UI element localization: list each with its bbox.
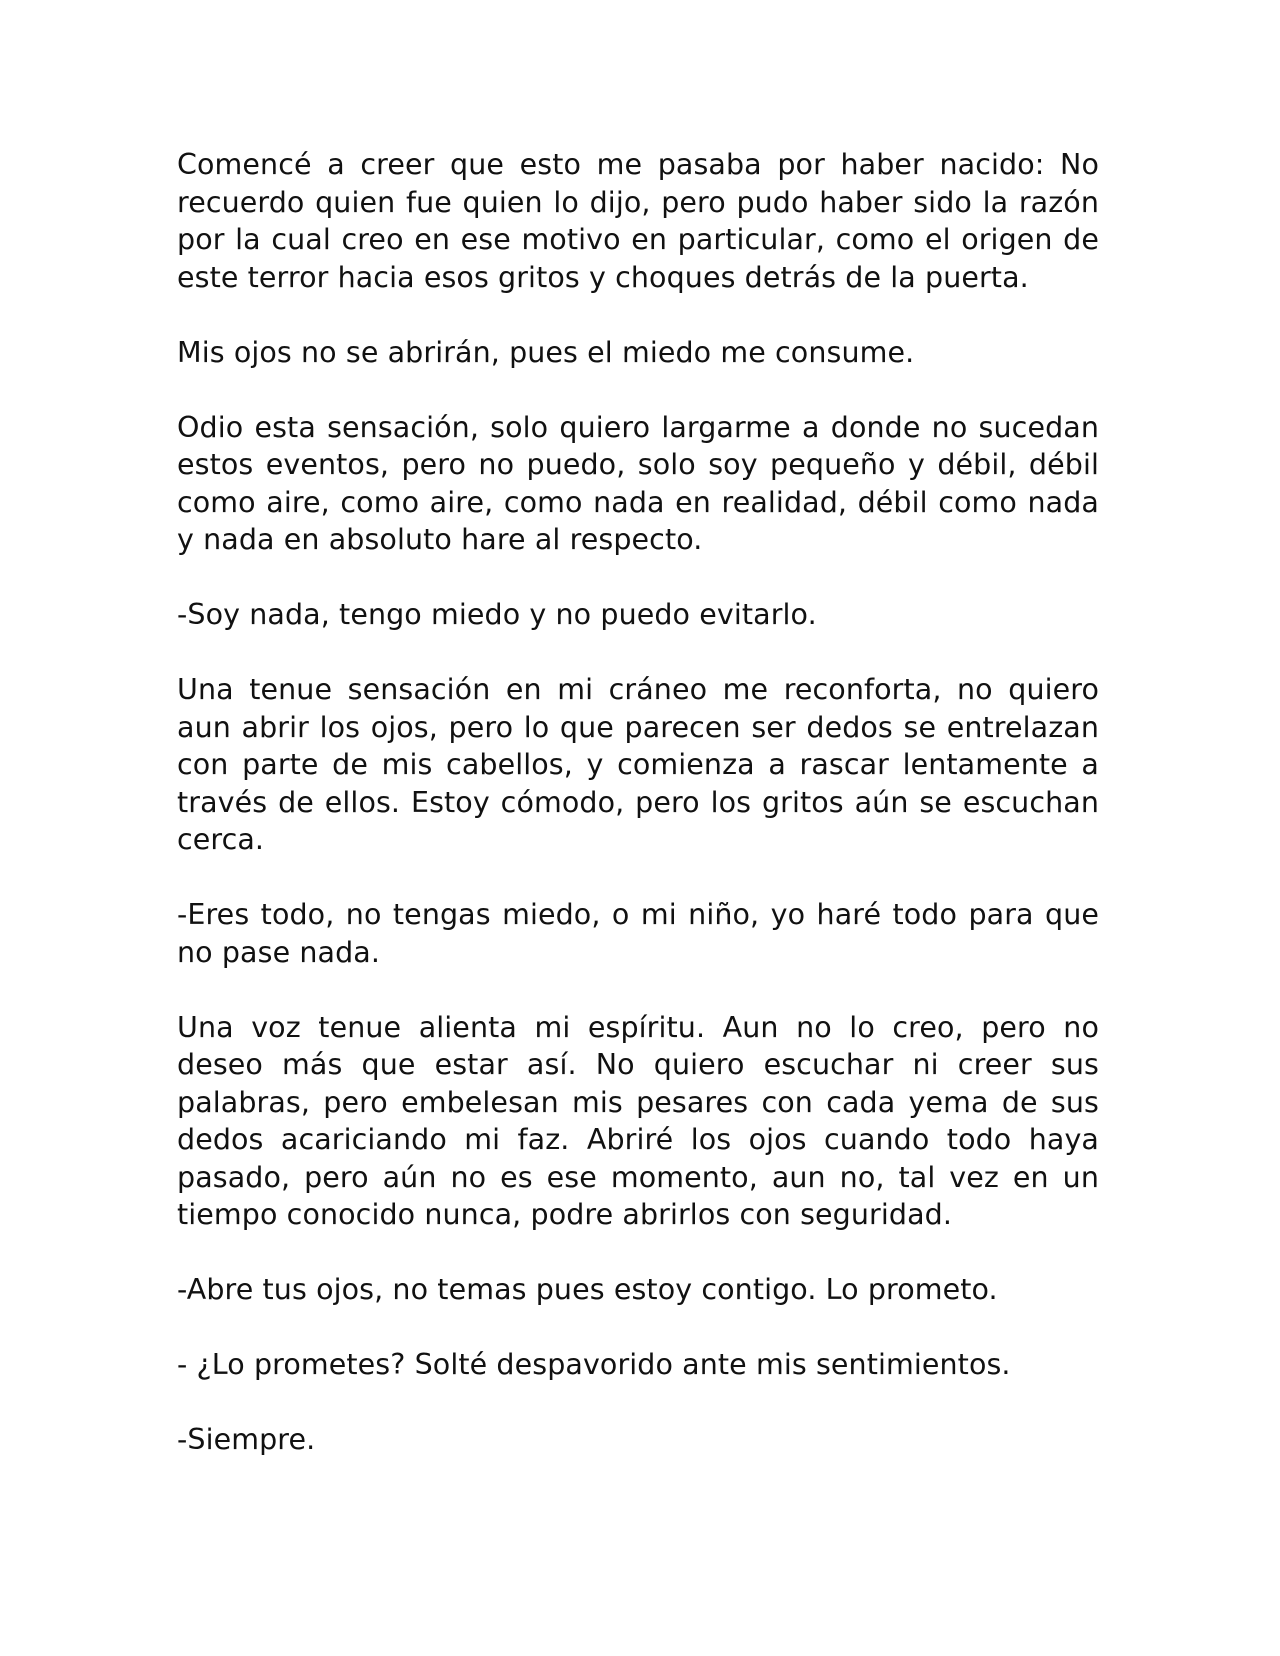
paragraph-4: -Soy nada, tengo miedo y no puedo evitarlo. (177, 598, 817, 631)
document-body (177, 146, 1099, 1496)
paragraph-5: Una tenue sensación en mi cráneo me reconforta, no quiero aun abrir los ojos, pero lo que parecen ser dedos se entrelazan con parte de mis cabellos, y comienza a rascar lentamente a través de ellos. Estoy cómodo, pero los gritos aún se escuchan cerca. (177, 673, 1099, 856)
paragraph-9: - ¿Lo prometes? Solté despavorido ante mis sentimientos. (177, 1348, 1011, 1381)
paragraph-6: -Eres todo, no tengas miedo, o mi niño, yo haré todo para que no pase nada. (177, 898, 1099, 969)
paragraph-7: Una voz tenue alienta mi espíritu. Aun no lo creo, pero no deseo más que estar así. No quiero escuchar ni creer sus palabras, pero embelesan mis pesares con cada yema de sus dedos acariciando mi faz. Abriré los ojos cuando todo haya pasado, pero aún no es ese momento, aun no, tal vez en un tiempo conocido nunca, podre abrirlos con seguridad. (177, 1010, 1099, 1231)
paragraph-8: -Abre tus ojos, no temas pues estoy contigo. Lo prometo. (177, 1273, 998, 1306)
paragraph-2: Mis ojos no se abrirán, pues el miedo me consume. (177, 335, 915, 369)
paragraph-3: Odio esta sensación, solo quiero largarme a donde no sucedan estos eventos, pero no puedo, solo soy pequeño y débil, débil como aire, como aire, como nada en realidad, débil como nada y nada en absoluto hare al respecto. (177, 410, 1099, 556)
paragraph-1: Comencé a creer que esto me pasaba por haber nacido: No recuerdo quien fue quien lo dijo, pero pudo haber sido la razón por la cual creo en ese motivo en particular, como el origen de este terror hacia esos gritos y choques detrás de la puerta. (177, 148, 1099, 294)
paragraph-10: -Siempre. (177, 1423, 316, 1456)
